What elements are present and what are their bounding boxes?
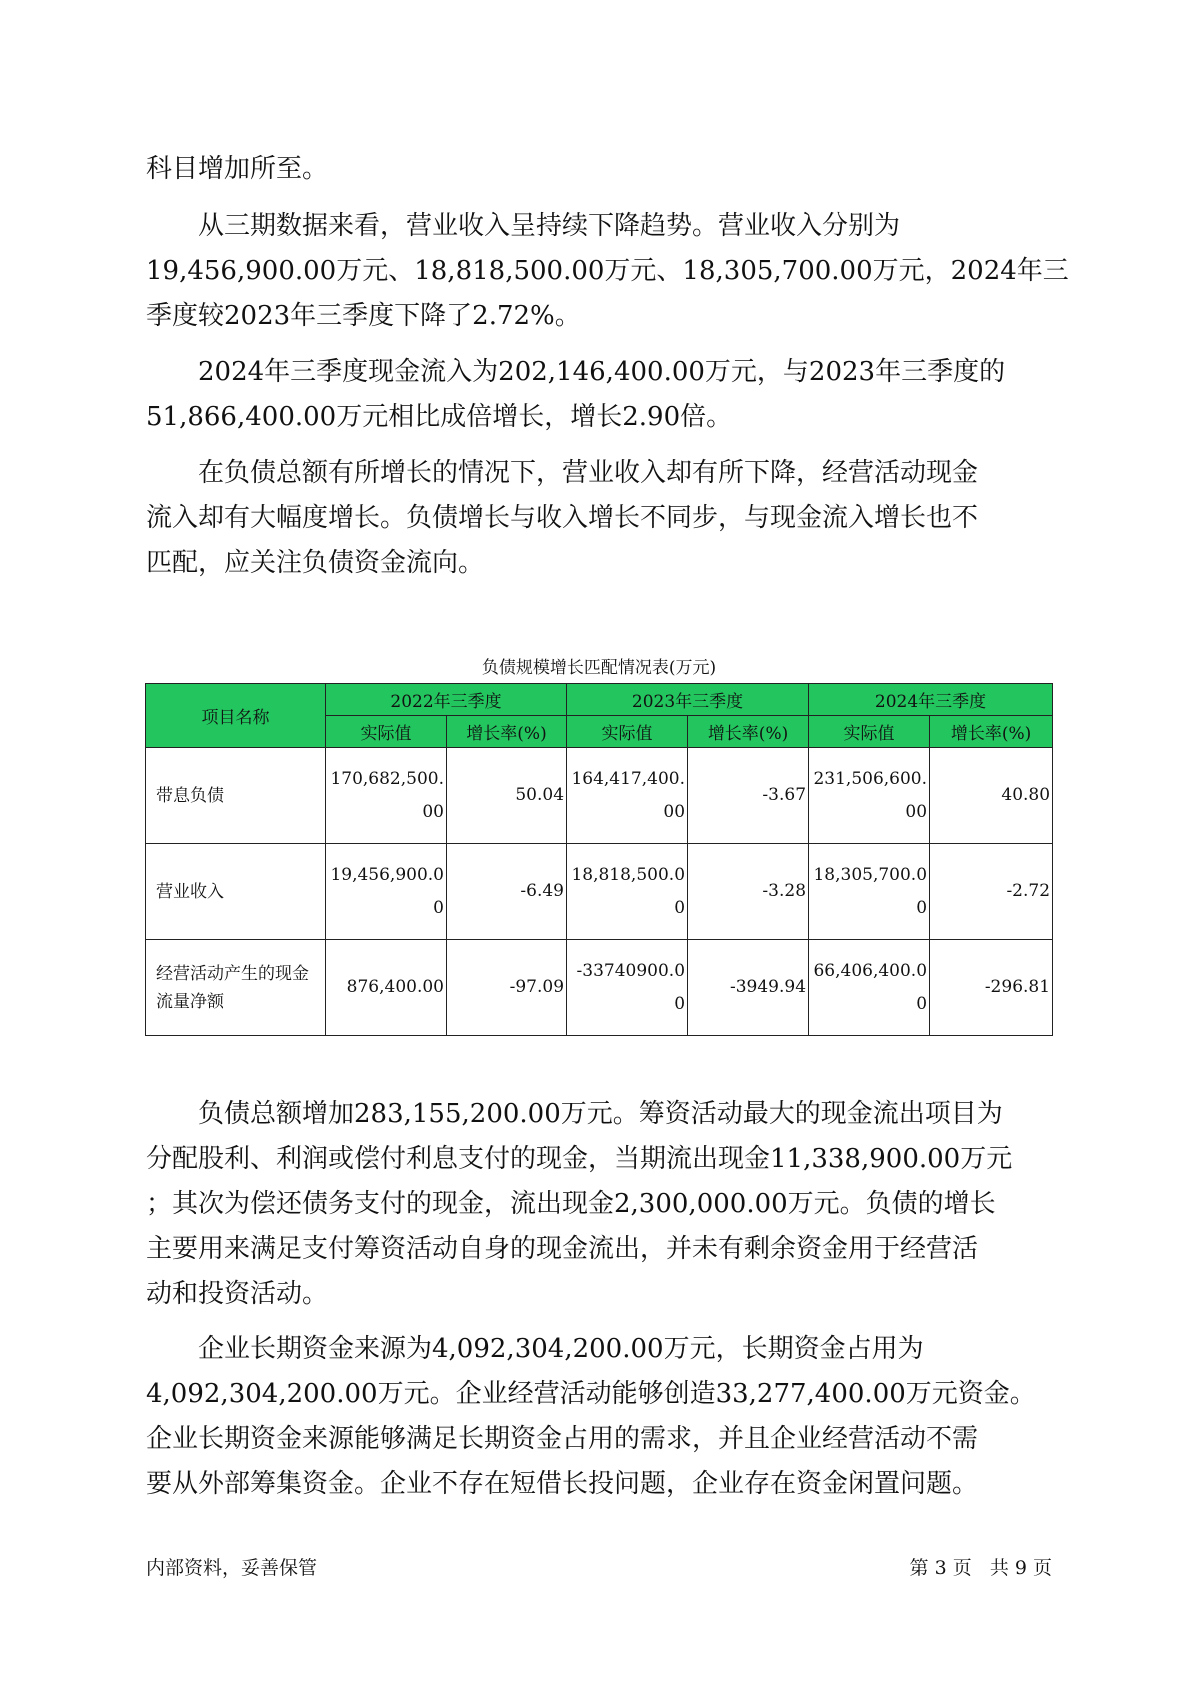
text-line: 科目增加所至。 [146, 154, 329, 184]
text-line: 匹配，应关注负债资金流向。 [146, 548, 485, 578]
header-item-name: 项目名称 [146, 684, 326, 748]
text-line: 在负债总额有所增长的情况下，营业收入却有所下降，经营活动现金 [198, 458, 979, 488]
footer-page-number: 第 3 页 共 9 页 [909, 1557, 1052, 1579]
table-cell: 18,305,700.00 [809, 844, 930, 940]
table-cell: -3.28 [688, 844, 809, 940]
table-cell: 18,818,500.00 [567, 844, 688, 940]
table-cell: -2.72 [930, 844, 1053, 940]
text-line: 负债总额增加283,155,200.00万元。筹资活动最大的现金流出项目为 [198, 1099, 1003, 1129]
table-caption: 负债规模增长匹配情况表(万元) [481, 658, 717, 678]
table-cell: 876,400.00 [326, 940, 447, 1036]
table-cell: 170,682,500.00 [326, 748, 447, 844]
table-cell: 66,406,400.00 [809, 940, 930, 1036]
header-actual: 实际值 [567, 716, 688, 748]
header-growth: 增长率(%) [930, 716, 1053, 748]
table-row [146, 748, 1053, 844]
table-cell: 19,456,900.00 [326, 844, 447, 940]
row-label: 营业收入 [146, 844, 326, 940]
table-row [146, 940, 1053, 1036]
text-line: 要从外部筹集资金。企业不存在短借长投问题，企业存在资金闲置问题。 [146, 1469, 979, 1499]
text-line: ；其次为偿还债务支付的现金，流出现金2,300,000.00万元。负债的增长 [146, 1189, 996, 1219]
paragraph-4 [146, 1092, 1052, 1317]
text-line: 主要用来满足支付筹资活动自身的现金流出，并未有剩余资金用于经营活 [146, 1234, 979, 1264]
text-line: 季度较2023年三季度下降了2.72%。 [146, 301, 581, 331]
text-line: 19,456,900.00万元、18,818,500.00万元、18,305,700.00万元，2024年三 [146, 256, 1069, 286]
text-line: 分配股利、利润或偿付利息支付的现金，当期流出现金11,338,900.00万元 [146, 1144, 1013, 1174]
table-cell: 40.80 [930, 748, 1053, 844]
header-growth: 增长率(%) [688, 716, 809, 748]
header-growth: 增长率(%) [447, 716, 567, 748]
table-cell: -97.09 [447, 940, 567, 1036]
paragraph-0 [146, 147, 1052, 192]
debt-growth-table [145, 683, 1053, 1036]
text-line: 动和投资活动。 [146, 1279, 329, 1309]
paragraph-1 [146, 204, 1069, 339]
text-line: 企业长期资金来源为4,092,304,200.00万元，长期资金占用为 [198, 1334, 924, 1364]
table-row [146, 844, 1053, 940]
table-cell: 164,417,400.00 [567, 748, 688, 844]
table-cell: -6.49 [447, 844, 567, 940]
text-line: 2024年三季度现金流入为202,146,400.00万元，与2023年三季度的 [198, 357, 1006, 387]
paragraph-3 [146, 451, 1052, 586]
text-line: 4,092,304,200.00万元。企业经营活动能够创造33,277,400.00万元资金。 [146, 1379, 1036, 1409]
header-period-2022: 2022年三季度 [326, 684, 567, 716]
footer-confidential-note: 内部资料，妥善保管 [146, 1557, 318, 1579]
table-cell: 231,506,600.00 [809, 748, 930, 844]
text-line: 51,866,400.00万元相比成倍增长，增长2.90倍。 [146, 402, 733, 432]
header-actual: 实际值 [809, 716, 930, 748]
header-actual: 实际值 [326, 716, 447, 748]
row-label: 带息负债 [146, 748, 326, 844]
header-period-2023: 2023年三季度 [567, 684, 809, 716]
table-cell: -3949.94 [688, 940, 809, 1036]
paragraph-5 [146, 1327, 1052, 1507]
header-period-2024: 2024年三季度 [809, 684, 1053, 716]
table-cell: -296.81 [930, 940, 1053, 1036]
text-line: 流入却有大幅度增长。负债增长与收入增长不同步，与现金流入增长也不 [146, 503, 979, 533]
table-cell: -33740900.00 [567, 940, 688, 1036]
row-label: 经营活动产生的现金流量净额 [146, 940, 326, 1036]
text-line: 企业长期资金来源能够满足长期资金占用的需求，并且企业经营活动不需 [146, 1424, 979, 1454]
paragraph-2 [146, 350, 1052, 440]
text-line: 从三期数据来看，营业收入呈持续下降趋势。营业收入分别为 [198, 211, 901, 241]
table-cell: -3.67 [688, 748, 809, 844]
table-cell: 50.04 [447, 748, 567, 844]
